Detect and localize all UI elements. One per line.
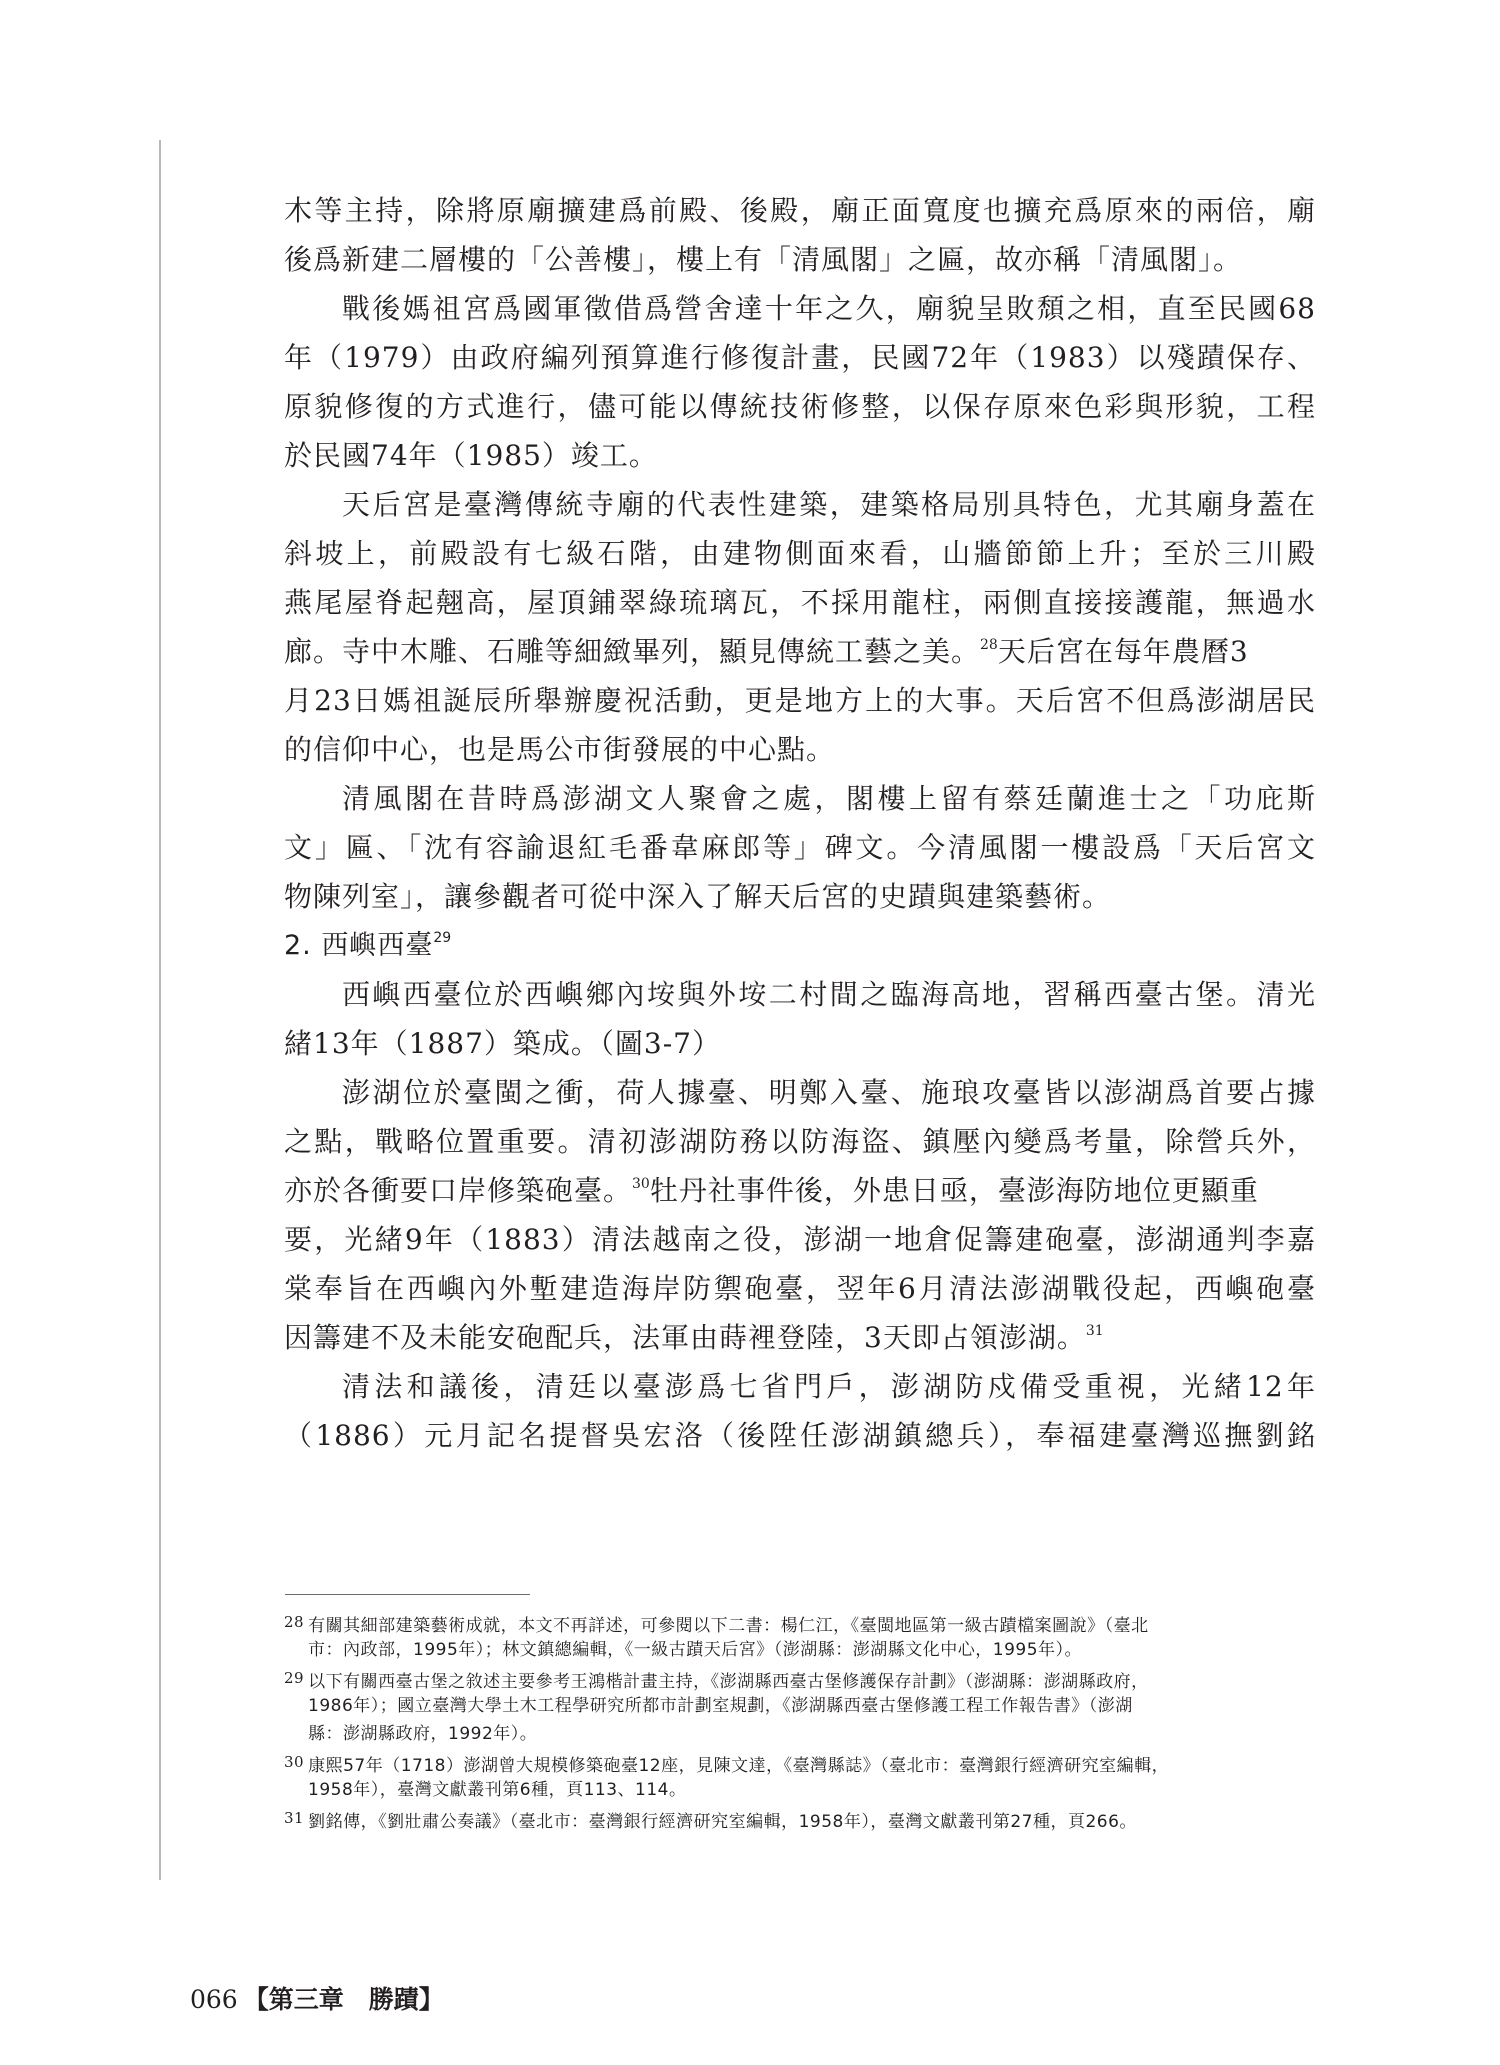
text-line (284, 1313, 1316, 1362)
footnote (284, 1748, 1316, 1804)
text-line: 年（1979）由政府編列預算進行修復計畫，民國72年（1983）以殘蹟保存、 (284, 341, 1316, 374)
footnote-line: 市：內政部，1995年）；林文鎮總編輯，《一級古蹟天后宮》（澎湖縣：澎湖縣文化中心，1995年）。 (308, 1640, 1083, 1660)
text-line: 西嶼西臺位於西嶼鄉內垵與外垵二村間之臨海高地，習稱西臺古堡。清光 (342, 978, 1316, 1011)
text-line: 緒13年（1887）築成。（圖3-7） (284, 1027, 721, 1060)
footnote-line: 1958年），臺灣文獻叢刊第6種，頁113、114。 (308, 1780, 687, 1800)
text-line (284, 1166, 1316, 1215)
footnote-text: 劉銘傳，《劉壯肅公奏議》（臺北市：臺灣銀行經濟研究室編輯，1958年），臺灣文獻叢刊第27種，頁266。 (308, 1812, 1137, 1832)
heading-text: 2. 西嶼西臺 (284, 930, 434, 961)
text-line: 於民國74年（1985）竣工。 (284, 439, 658, 472)
footnote-line (284, 1804, 1316, 1832)
text-segment: 牡丹社事件後，外患日亟，臺澎海防地位更顯重 (649, 1174, 1259, 1207)
text-line: 澎湖位於臺閩之衝，荷人據臺、明鄭入臺、施琅攻臺皆以澎湖爲首要占據 (342, 1076, 1316, 1109)
footnote-number: 31 (284, 1809, 305, 1827)
text-line: 清風閣在昔時爲澎湖文人聚會之處，閣樓上留有蔡廷蘭進士之「功庇斯 (342, 782, 1316, 815)
footnote-line (284, 1608, 1316, 1636)
footnote-text: 有關其細部建築藝術成就，本文不再詳述，可參閱以下二書：楊仁江，《臺閩地區第一級古蹟檔案圖說》（臺北 (308, 1616, 1149, 1636)
text-line: 戰後媽祖宮爲國軍徵借爲營舍達十年之久，廟貌呈敗頹之相，直至民國68 (342, 292, 1316, 325)
running-footer (190, 1980, 444, 2016)
section-heading (284, 921, 1316, 970)
page-number: 066 (190, 1985, 238, 2014)
margin-rule (159, 140, 161, 1880)
footnote-divider (285, 1594, 530, 1595)
text-line: 物陳列室」，讓參觀者可從中深入了解天后宮的史蹟與建築藝術。 (284, 880, 1112, 913)
text-line: 木等主持，除將原廟擴建爲前殿、後殿，廟正面寬度也擴充爲原來的兩倍，廟 (284, 194, 1316, 227)
footnote (284, 1804, 1316, 1832)
text-line: 後爲新建二層樓的「公善樓」，樓上有「清風閣」之匾，故亦稱「清風閣」。 (284, 243, 1243, 276)
text-line (284, 627, 1316, 676)
footnote-ref[interactable]: 29 (433, 930, 452, 946)
footnotes (284, 1608, 1316, 1832)
text-line: 棠奉旨在西嶼內外塹建造海岸防禦砲臺，翌年6月清法澎湖戰役起，西嶼砲臺 (284, 1272, 1316, 1305)
footnote-ref[interactable]: 31 (1085, 1323, 1104, 1339)
text-line: 燕尾屋脊起翹高，屋頂鋪翠綠琉璃瓦，不採用龍柱，兩側直接接護龍，無過水 (284, 586, 1316, 619)
footnote (284, 1664, 1316, 1748)
text-segment: 因籌建不及未能安砲配兵，法軍由蒔裡登陸，3天即占領澎湖。 (284, 1321, 1086, 1354)
text-line: 清法和議後，清廷以臺澎爲七省門戶，澎湖防戍備受重視，光緒12年 (342, 1370, 1316, 1403)
footnote-number: 30 (284, 1753, 305, 1771)
text-line: 斜坡上，前殿設有七級石階，由建物側面來看，山牆節節上升；至於三川殿 (284, 537, 1316, 570)
footnote-line (284, 1748, 1316, 1776)
footnote-text: 康熙57年（1718）澎湖曾大規模修築砲臺12座，見陳文達，《臺灣縣誌》（臺北市：臺灣銀行經濟研究室編輯， (308, 1756, 1170, 1776)
text-line: 文」匾、「沈有容諭退紅毛番韋麻郎等」碑文。今清風閣一樓設爲「天后宮文 (284, 831, 1316, 864)
footnote-line: 縣：澎湖縣政府，1992年）。 (308, 1724, 538, 1744)
footnote-line: 1986年）；國立臺灣大學土木工程學研究所都市計劃室規劃，《澎湖縣西臺古堡修護工程工作報告書》（澎湖 (308, 1696, 1133, 1716)
footnote-ref[interactable]: 28 (980, 637, 998, 653)
footnote-text: 以下有關西臺古堡之敘述主要參考王鴻楷計畫主持，《澎湖縣西臺古堡修護保存計劃》（澎湖縣：澎湖縣政府， (308, 1672, 1149, 1692)
footnote-ref[interactable]: 30 (632, 1176, 650, 1192)
text-segment: 亦於各衝要口岸修築砲臺。 (284, 1174, 633, 1207)
footnote-number: 29 (284, 1669, 305, 1687)
main-text (284, 186, 1316, 1460)
text-line: 要，光緒9年（1883）清法越南之役，澎湖一地倉促籌建砲臺，澎湖通判李嘉 (284, 1223, 1316, 1256)
text-line: 天后宮是臺灣傳統寺廟的代表性建築，建築格局別具特色，尤其廟身蓋在 (342, 488, 1316, 521)
footnote (284, 1608, 1316, 1664)
text-segment: 廊。寺中木雕、石雕等細緻畢列，顯見傳統工藝之美。 (284, 635, 981, 668)
text-line: 原貌修復的方式進行，儘可能以傳統技術修整，以保存原來色彩與形貌，工程 (284, 390, 1316, 423)
footnote-number: 28 (284, 1613, 305, 1631)
footnote-line (284, 1664, 1316, 1692)
text-line: 的信仰中心，也是馬公市街發展的中心點。 (284, 733, 836, 766)
text-line: 之點，戰略位置重要。清初澎湖防務以防海盜、鎮壓內變爲考量，除營兵外， (284, 1125, 1316, 1158)
chapter-title: 【第三章 勝蹟】 (243, 1985, 444, 2014)
text-line: （1886）元月記名提督吳宏洛（後陞任澎湖鎮總兵），奉福建臺灣巡撫劉銘 (284, 1419, 1316, 1452)
text-line: 月23日媽祖誕辰所舉辦慶祝活動，更是地方上的大事。天后宮不但爲澎湖居民 (284, 684, 1316, 717)
text-segment: 天后宮在每年農曆3 (997, 635, 1249, 668)
